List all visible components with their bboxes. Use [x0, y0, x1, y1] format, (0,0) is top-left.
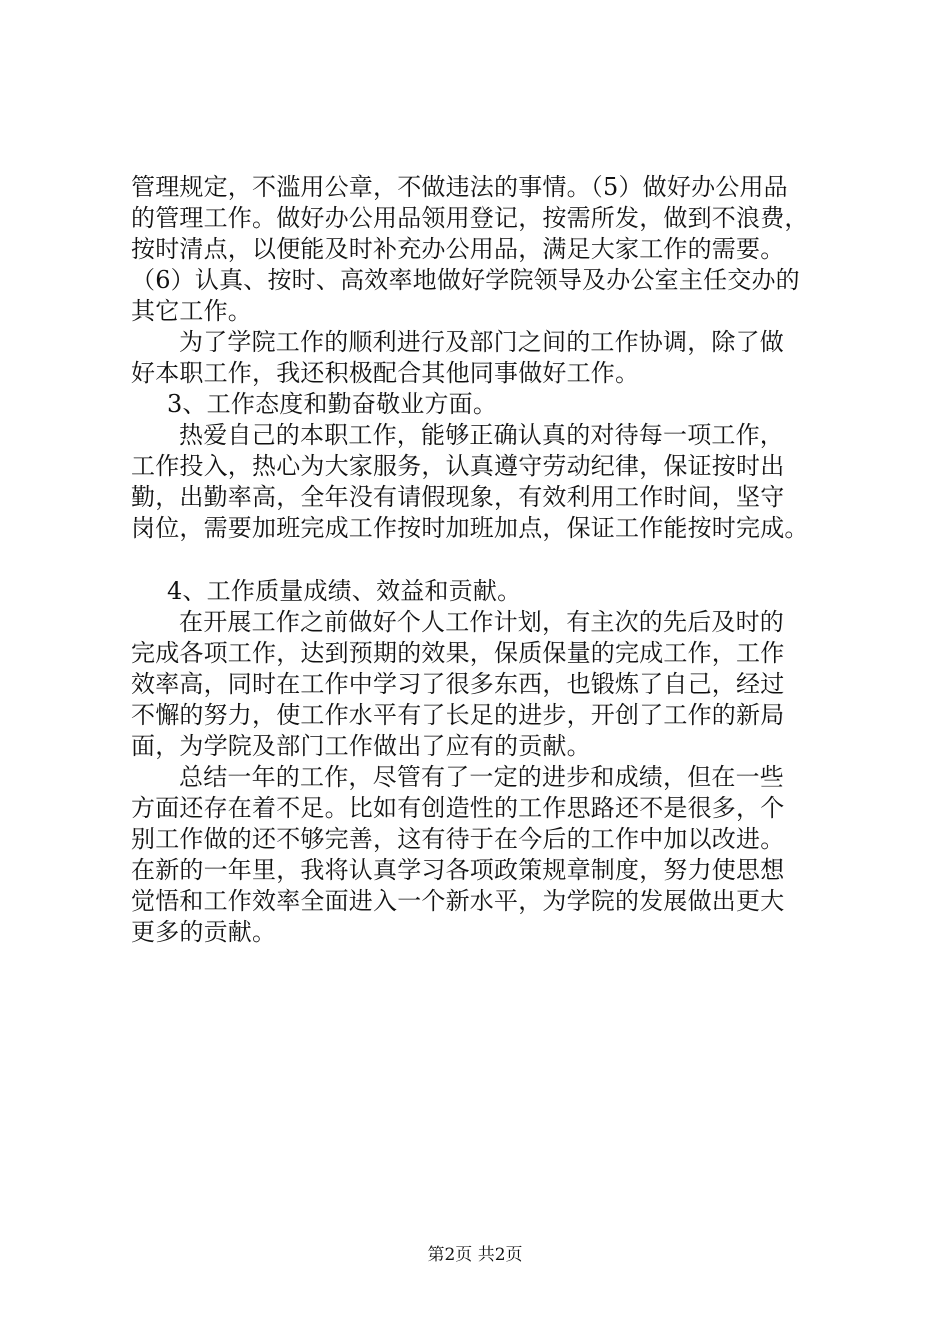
text-line: 完成各项工作，达到预期的效果，保质保量的完成工作，工作 [131, 639, 785, 667]
text-line: 效率高，同时在工作中学习了很多东西，也锻炼了自己，经过 [131, 670, 785, 698]
text-line: 其它工作。 [131, 297, 252, 325]
paragraph-start-line: 总结一年的工作，尽管有了一定的进步和成绩，但在一些 [179, 763, 784, 791]
text-line: 面，为学院及部门工作做出了应有的贡献。 [131, 732, 591, 760]
text-line: （6）认真、按时、高效率地做好学院领导及办公室主任交办的 [131, 266, 800, 294]
paragraph-gap [131, 544, 831, 576]
text-line: 勤，出勤率高，全年没有请假现象，有效利用工作时间，坚守 [131, 483, 785, 511]
page-footer [0, 1244, 950, 1266]
paragraph-start-line: 热爱自己的本职工作，能够正确认真的对待每一项工作， [179, 421, 784, 449]
section-heading-4: 4、工作质量成绩、效益和贡献。 [167, 577, 522, 605]
text-line: 管理规定，不滥用公章，不做违法的事情。（5）做好办公用品 [131, 173, 788, 201]
text-line: 不懈的努力，使工作水平有了长足的进步，开创了工作的新局 [131, 701, 785, 729]
paragraph-start-line: 在开展工作之前做好个人工作计划，有主次的先后及时的 [179, 608, 784, 636]
text-line: 按时清点，以便能及时补充办公用品，满足大家工作的需要。 [131, 235, 785, 263]
section-heading-3: 3、工作态度和勤奋敬业方面。 [167, 390, 498, 418]
text-line: 工作投入，热心为大家服务，认真遵守劳动纪律，保证按时出 [131, 452, 785, 480]
page-number-label: 第2页 共2页 [427, 1245, 523, 1265]
text-line: 觉悟和工作效率全面进入一个新水平，为学院的发展做出更大 [131, 887, 785, 915]
text-line: 别工作做的还不够完善，这有待于在今后的工作中加以改进。 [131, 825, 785, 853]
text-line: 更多的贡献。 [131, 918, 277, 946]
text-line: 的管理工作。做好办公用品领用登记，按需所发，做到不浪费， [131, 204, 809, 232]
paragraph-start-line: 为了学院工作的顺利进行及部门之间的工作协调，除了做 [179, 328, 784, 356]
document-body [131, 172, 831, 948]
text-line: 方面还存在着不足。比如有创造性的工作思路还不是很多，个 [131, 794, 785, 822]
text-line: 在新的一年里，我将认真学习各项政策规章制度，努力使思想 [131, 856, 785, 884]
text-line: 岗位，需要加班完成工作按时加班加点，保证工作能按时完成。 [131, 514, 809, 542]
text-line: 好本职工作，我还积极配合其他同事做好工作。 [131, 359, 640, 387]
